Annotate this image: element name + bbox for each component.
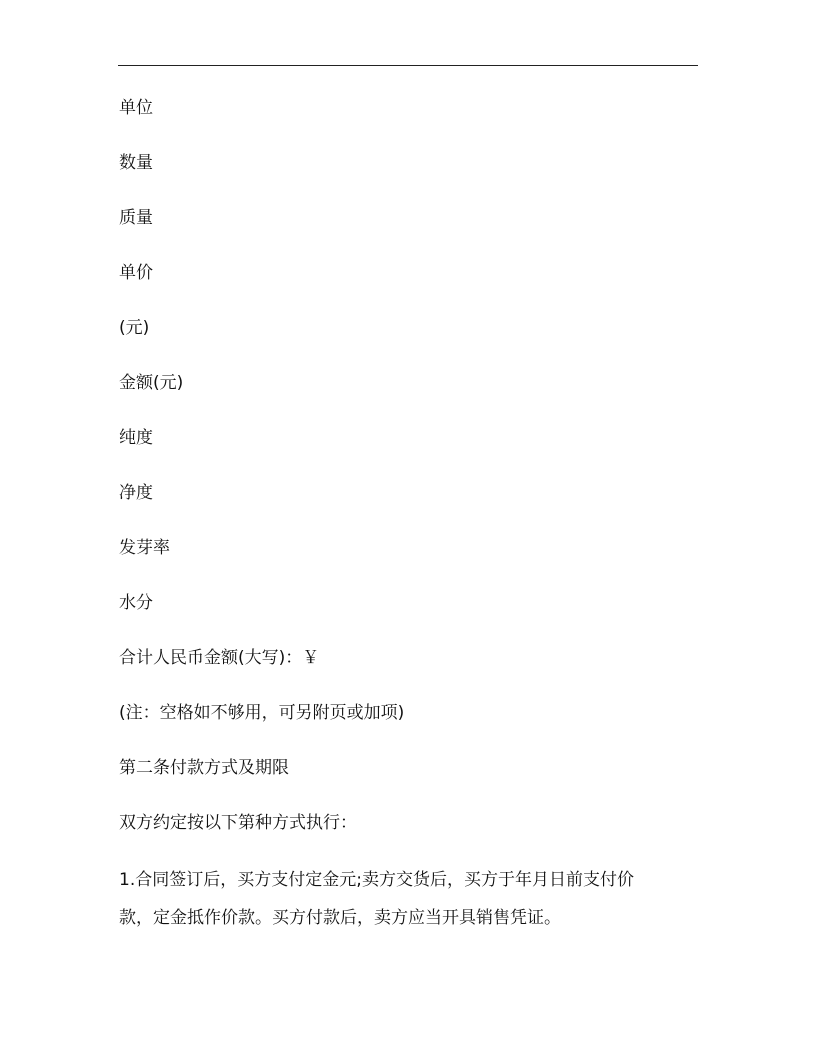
text-line-note: (注：空格如不够用，可另附页或加项) [119, 703, 405, 723]
document-body [119, 91, 697, 937]
payment-clause-line-2: 款，定金抵作价款。买方付款后，卖方应当开具销售凭证。 [119, 908, 561, 928]
text-line-unit: 单位 [119, 98, 153, 118]
text-line-agreement: 双方约定按以下第种方式执行： [119, 813, 357, 833]
text-line-purity: 纯度 [119, 428, 153, 448]
text-line-quality: 质量 [119, 208, 153, 228]
text-line-total-amount: 合计人民币金额(大写)：￥ [119, 648, 320, 668]
payment-clause-line-1: 1.合同签订后，买方支付定金元;卖方交货后，买方于年月日前支付价 [119, 870, 634, 890]
text-line-quantity: 数量 [119, 153, 153, 173]
section-heading-payment: 第二条付款方式及期限 [119, 758, 289, 778]
text-line-yuan: (元) [119, 318, 150, 338]
text-line-moisture: 水分 [119, 593, 153, 613]
text-line-cleanliness: 净度 [119, 483, 153, 503]
payment-clause-paragraph [119, 861, 697, 937]
text-line-amount: 金额(元) [119, 373, 184, 393]
text-line-unit-price: 单价 [119, 263, 153, 283]
header-rule [118, 65, 698, 66]
text-line-germination-rate: 发芽率 [119, 538, 170, 558]
